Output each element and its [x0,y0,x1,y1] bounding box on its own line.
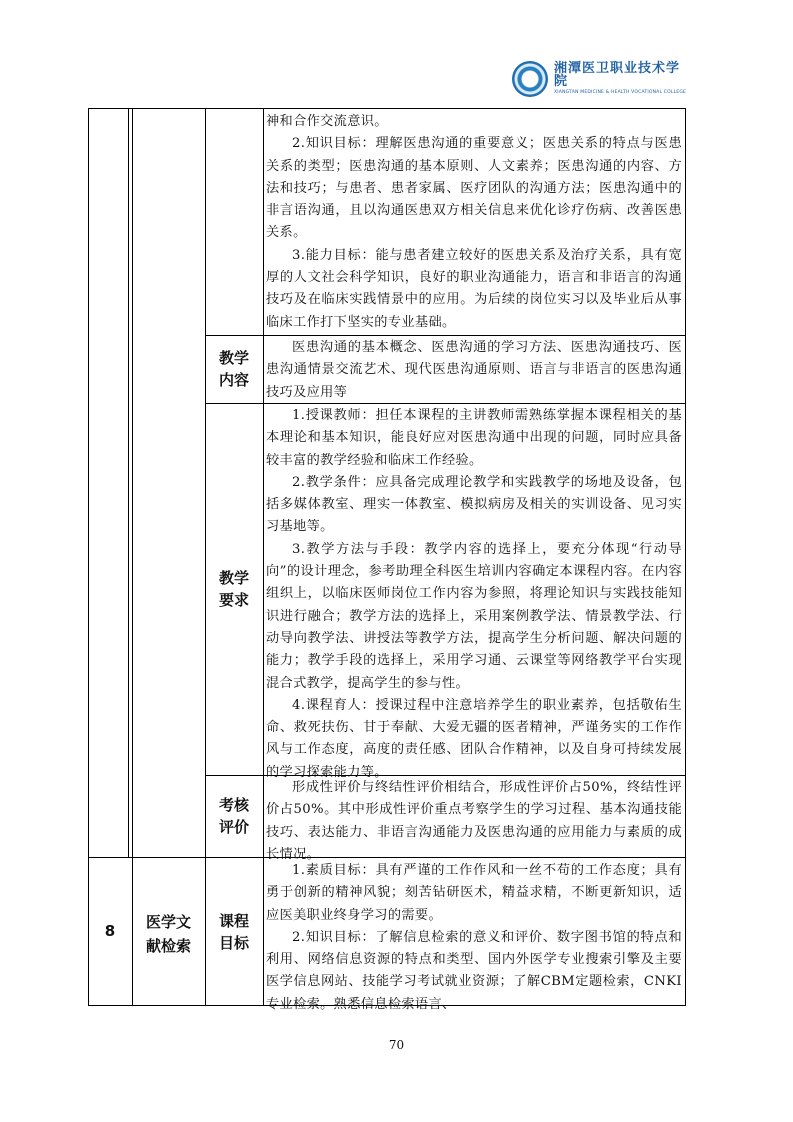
requirements-paragraph: 4.课程育人：授课过程中注意培养学生的职业素养，包括敬佑生命、救死扶伤、甘于奉献、大爱无疆的医者精神，严谨务实的工作作风与工作态度，高度的责任感、团队合作精神，以及自身可持续发展的学习探索能力等。 [266,697,682,780]
course-number: 8 [104,922,116,940]
college-seal-icon [512,61,548,97]
college-name-en: XIANGTAN MEDICINE & HEALTH VOCATIONAL COLLEGE [554,90,687,96]
teaching-content-label: 教学 内容 [218,349,249,389]
teaching-requirements-text [266,405,682,784]
col-divider-1 [132,108,133,1006]
course-objectives-label: 课程 目标 [218,912,249,952]
college-name-cn: 湘潭医卫职业技术学院 [554,61,681,90]
college-logo [512,60,692,98]
objectives-paragraph: 2.知识目标：理解医患沟通的重要意义；医患关系的特点与医患关系的类型；医患沟通的基本原则、人文素养；医患沟通的内容、方法和技巧；与患者、患者家属、医疗团队的沟通方法；医患沟通中的非言语沟通，且以沟通医患双方相关信息来优化诊疗伤病、改善医患关系。 [266,136,682,241]
col-divider-1b [128,108,129,857]
col-divider-3 [263,108,264,1006]
teaching-content-text: 医患沟通的基本概念、医患沟通的学习方法、医患沟通技巧、医患沟通情景交流艺术、现代医患沟通原则、语言与非语言的医患沟通技巧及应用等 [266,340,682,400]
course-name: 医学文 献检索 [145,913,191,955]
teaching-requirements-label: 教学 要求 [218,569,249,609]
assessment-text: 形成性评价与终结性评价相结合，形成性评价占50%，终结性评价占50%。其中形成性评价重点考察学生的学习过程、基本沟通技能技巧、表达能力、非语言沟通能力及医患沟通的应用能力与素质的成长情况。 [266,780,682,862]
assessment-label: 考核 评价 [218,796,249,836]
course8-objectives-text [266,860,682,1016]
row-divider-content [205,335,686,336]
objectives-paragraph: 神和合作交流意识。 [266,114,388,129]
objectives-paragraph: 2.知识目标：了解信息检索的意义和评价、数字图书馆的特点和利用、网络信息资源的特点和类型、国内外医学专业搜索引擎及主要医学信息网站、技能学习考试就业资源；了解CBM定题检索，CNKI专业检索。熟悉信息检索语言、 [266,929,682,1012]
requirements-paragraph: 1.授课教师：担任本课程的主讲教师需熟练掌握本课程相关的基本理论和基本知识，能良好应对医患沟通中出现的问题，同时应具备较丰富的教学经验和临床工作经验。 [266,408,682,468]
requirements-paragraph: 3.教学方法与手段：教学内容的选择上，要充分体现“行动导向”的设计理念，参考助理全科医生培训内容确定本课程内容。在内容组织上，以临床医师岗位工作内容为参照，将理论知识与实践技能知识进行融合；教学方法的选择上，采用案例教学法、情景教学法、行动导向教学法、讲授法等教学方法，提高学生分析问题、解决问题的能力；教学手段的选择上，采用学习通、云课堂等网络教学平台实现混合式教学，提高学生的参与性。 [266,541,682,691]
objectives-paragraph: 3.能力目标：能与患者建立较好的医患关系及治疗关系，具有宽厚的人文社会科学知识，良好的职业沟通能力，语言和非语言的沟通技巧及在临床实践情景中的应用。为后续的岗位实习以及毕业后从事临床工作打下坚实的专业基础。 [266,247,682,330]
page-number: 70 [388,1038,405,1052]
college-logo-text [554,62,692,96]
requirements-paragraph: 2.教学条件：应具备完成理论教学和实践教学的场地及设备，包括多媒体教室、理实一体教室、模拟病房及相关的实训设备、见习实习基地等。 [266,474,682,535]
course7-objectives-text [266,111,682,334]
objectives-paragraph: 1.素质目标：具有严谨的工作作风和一丝不苟的工作态度；具有勇于创新的精神风貌；刻苦钻研医术，精益求精，不断更新知识，适应医美职业终身学习的需要。 [266,863,682,923]
col-divider-2 [205,108,206,1006]
